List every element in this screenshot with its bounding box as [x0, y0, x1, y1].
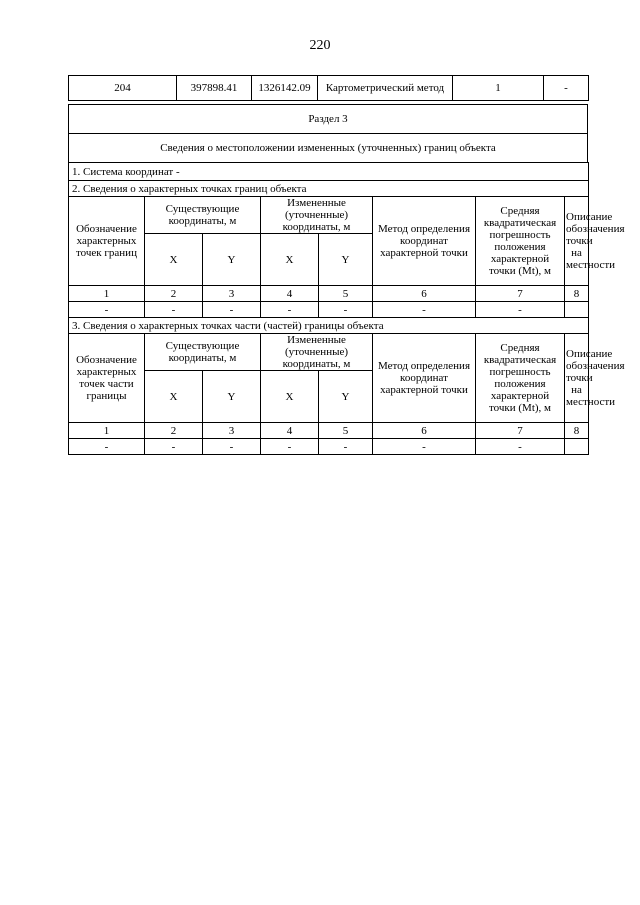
- data-cell: -: [203, 439, 261, 455]
- data-cell: -: [203, 302, 261, 318]
- data-cell: -: [319, 302, 373, 318]
- data-cell: -: [145, 439, 203, 455]
- table-row: [69, 197, 589, 234]
- table-row: [69, 181, 589, 197]
- table-row: [69, 439, 589, 455]
- table-row: [69, 423, 589, 439]
- data-cell: -: [373, 439, 476, 455]
- col-number: 1: [69, 286, 145, 302]
- header-description: Описание обозначения точки на местности: [565, 197, 589, 286]
- header-x: X: [261, 234, 319, 286]
- page-number: 220: [309, 38, 331, 53]
- table-row: [69, 318, 589, 334]
- col-number: 3: [203, 423, 261, 439]
- col-number: 3: [203, 286, 261, 302]
- header-description: Описание обозначения точки на местности: [565, 334, 589, 423]
- col-number: 2: [145, 423, 203, 439]
- col-number: 4: [261, 286, 319, 302]
- header-y: Y: [319, 234, 373, 286]
- table-row: [69, 302, 589, 318]
- table-row: [69, 163, 589, 181]
- header-method: Метод определения координат характерной точки: [373, 197, 476, 286]
- table-row: [69, 76, 589, 101]
- data-cell: [565, 439, 589, 455]
- col-number: 7: [476, 286, 565, 302]
- header-method: Метод определения координат характерной точки: [373, 334, 476, 423]
- data-cell: -: [373, 302, 476, 318]
- top-row-table: [68, 75, 589, 101]
- table-row: [69, 286, 589, 302]
- col-number: 5: [319, 423, 373, 439]
- header-point-name: Обозначение характерных точек границ: [69, 197, 145, 286]
- header-existing-coords: Существующие координаты, м: [145, 197, 261, 234]
- header-accuracy: Средняя квадратическая погрешность положения характерной точки (Mt), м: [476, 334, 565, 423]
- part3-title: 3. Сведения о характерных точках части (частей) границы объекта: [69, 318, 589, 334]
- data-cell: -: [261, 302, 319, 318]
- points-table: [68, 162, 625, 455]
- header-y: Y: [203, 234, 261, 286]
- header-y: Y: [203, 371, 261, 423]
- data-cell: [565, 302, 589, 318]
- section-header-table: [68, 104, 588, 163]
- header-y: Y: [319, 371, 373, 423]
- header-x: X: [145, 371, 203, 423]
- header-x: X: [145, 234, 203, 286]
- header-changed-coords: Измененные (уточненные) координаты, м: [261, 334, 373, 371]
- section-subtitle: Сведения о местоположении измененных (уточненных) границ объекта: [69, 134, 588, 163]
- col-number: 6: [373, 286, 476, 302]
- col-number: 8: [565, 423, 589, 439]
- section-title: Раздел 3: [69, 105, 588, 134]
- coord-system: 1. Система координат -: [69, 163, 589, 181]
- header-existing-coords: Существующие координаты, м: [145, 334, 261, 371]
- data-cell: -: [476, 439, 565, 455]
- col-number: 2: [145, 286, 203, 302]
- header-x: X: [261, 371, 319, 423]
- cell-y: 1326142.09: [252, 76, 318, 101]
- col-number: 7: [476, 423, 565, 439]
- cell-point: 204: [69, 76, 177, 101]
- data-cell: -: [261, 439, 319, 455]
- col-number: 6: [373, 423, 476, 439]
- data-cell: -: [476, 302, 565, 318]
- cell-accuracy: 1: [453, 76, 544, 101]
- data-cell: -: [69, 439, 145, 455]
- header-accuracy: Средняя квадратическая погрешность положения характерной точки (Mt), м: [476, 197, 565, 286]
- cell-description: -: [544, 76, 589, 101]
- table-row: [69, 334, 589, 371]
- col-number: 4: [261, 423, 319, 439]
- data-cell: -: [319, 439, 373, 455]
- data-cell: -: [145, 302, 203, 318]
- header-point-name: Обозначение характерных точек части границы: [69, 334, 145, 423]
- data-cell: -: [69, 302, 145, 318]
- col-number: 8: [565, 286, 589, 302]
- col-number: 1: [69, 423, 145, 439]
- part2-title: 2. Сведения о характерных точках границ объекта: [69, 181, 589, 197]
- cell-method: Картометрический метод: [318, 76, 453, 101]
- col-number: 5: [319, 286, 373, 302]
- header-changed-coords: Измененные (уточненные) координаты, м: [261, 197, 373, 234]
- cell-x: 397898.41: [177, 76, 252, 101]
